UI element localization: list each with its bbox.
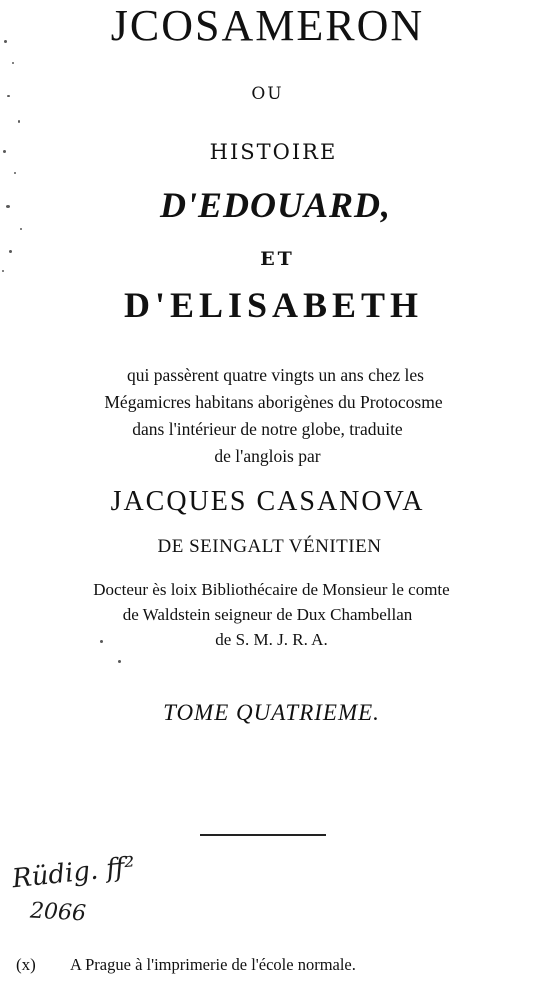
author-role-line-2: de Waldstein seigneur de Dux Chambellan xyxy=(122,605,413,624)
author-name: JACQUES CASANOVA xyxy=(110,486,425,517)
description-line-2: Mégamicres habitans aborigènes du Protocosme xyxy=(104,392,443,412)
title-elisabeth: D'ELISABETH xyxy=(123,285,424,325)
handwritten-note: Rüdig. ff² xyxy=(10,851,137,895)
description-line-3: dans l'intérieur de notre globe, traduite xyxy=(132,419,403,439)
author-subtitle: DE SEINGALT VÉNITIEN xyxy=(157,536,382,557)
author-role-line-3: de S. M. J. R. A. xyxy=(215,630,328,649)
shelf-mark: (x) xyxy=(16,955,36,974)
handwritten-number: 2066 xyxy=(29,898,87,927)
title-histoire: HISTOIRE xyxy=(209,140,338,164)
volume-label: TOME QUATRIEME. xyxy=(163,700,380,725)
title-conjunction-ou: OU xyxy=(251,84,284,104)
description-line-4: de l'anglois par xyxy=(214,446,321,466)
imprint-line: A Prague à l'imprimerie de l'école normale. xyxy=(70,955,356,974)
horizontal-rule xyxy=(200,834,326,836)
description-line-1: qui passèrent quatre vingts un ans chez les xyxy=(127,365,424,385)
author-role-line-1: Docteur ès loix Bibliothécaire de Monsieur le comte xyxy=(93,580,450,599)
title-conjunction-et: ET xyxy=(260,248,295,270)
book-title: JCOSAMERON xyxy=(110,1,425,50)
title-edouard: D'EDOUARD, xyxy=(159,185,392,225)
